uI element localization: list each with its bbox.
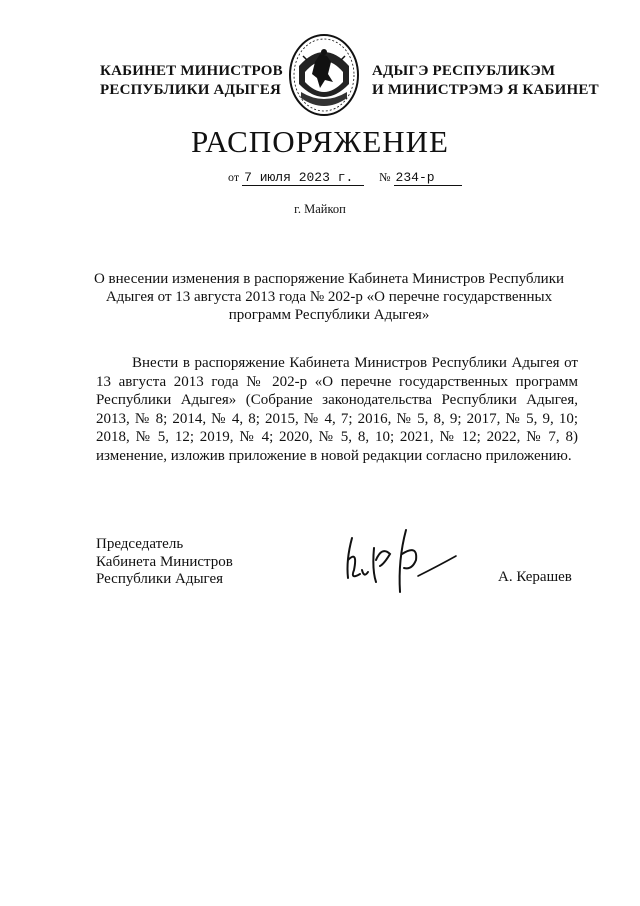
handwritten-signature [332, 520, 472, 600]
signer-name: А. Керашев [498, 569, 572, 585]
issuer-line-2: РЕСПУБЛИКИ АДЫГЕЯ [100, 82, 282, 98]
issuer-name-adyghe [372, 62, 599, 100]
date-number-line [228, 170, 462, 186]
signer-position-line-2: Кабинета Министров [96, 553, 233, 570]
number-prefix: № [379, 170, 391, 184]
city: г. Майкоп [294, 202, 346, 216]
issuer-line-1: КАБИНЕТ МИНИСТРОВ [100, 63, 283, 79]
document-number: 234-р [394, 171, 462, 186]
date-prefix: от [228, 170, 240, 184]
document-date: 7 июля 2023 г. [242, 171, 364, 186]
document-body: Внести в распоряжение Кабинета Министров Республики Адыгея от 13 августа 2013 года № 202-р «О перечне государственных программ Республики Адыгея» (Собрание законодательства Республики Адыгея, 2013, № 8; 2014, № 4, 8; 2015, № 4, 7; 2016, № 5, 8, 9; 2017, № 5, 9, 10; 2018, № 5, 12; 2019, № 4; 2020, № 5, 8, 10; 2021, № 12; 2022, № 7, 8) изменение, изложив приложение в новой редакции согласно приложению. [96, 355, 578, 464]
document-subject: О внесении изменения в распоряжение Кабинета Министров Республики Адыгея от 13 августа 2013 года № 202-р «О перечне государственных программ Республики Адыгея» [93, 271, 565, 323]
signer-position-line-3: Республики Адыгея [96, 571, 224, 587]
signer-position [96, 536, 233, 589]
issuer-line-1: АДЫГЭ РЕСПУБЛИКЭМ [372, 63, 556, 79]
document-title: РАСПОРЯЖЕНИЕ [191, 124, 449, 159]
signer-position-line-1: Председатель [96, 536, 184, 552]
issuer-line-2: И МИНИСТРЭМЭ Я КАБИНЕТ [372, 82, 599, 98]
coat-of-arms-icon [287, 32, 361, 118]
issuer-name-russian [100, 62, 283, 100]
